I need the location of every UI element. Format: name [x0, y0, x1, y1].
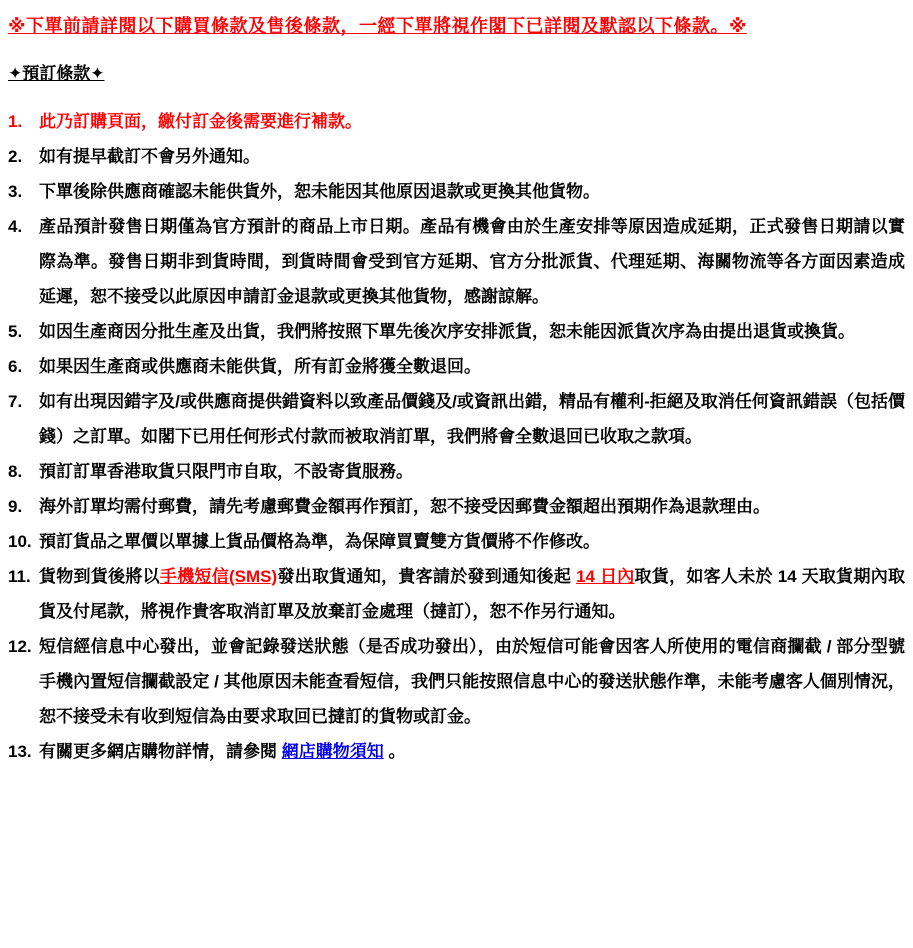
term-text: 如因生產商因分批生產及出貨，我們將按照下單先後次序安排派貨，恕未能因派貨次序為由提出退貨或換貨。 — [39, 322, 855, 341]
term-text: 有關更多網店購物詳情，請參閱 網店購物須知 。 — [39, 742, 406, 761]
term-text: 產品預計發售日期僅為官方預計的商品上市日期。產品有機會由於生產安排等原因造成延期，正式發售日期請以實際為準。發售日期非到貨時間，到貨時間會受到官方延期、官方分批派貨、代理延期、海關物流等各方面因素造成延遲，恕不接受以此原因申請訂金退款或更換其他貨物，感謝諒解。 — [39, 217, 905, 306]
term-text: 如有提早截訂不會另外通知。 — [39, 147, 260, 166]
term-number: 11. — [8, 567, 31, 586]
term-number: 6. — [8, 357, 23, 376]
term-item — [8, 629, 905, 734]
store-shopping-guide-link[interactable]: 網店購物須知 — [281, 742, 384, 761]
term-text: 貨物到貨後將以手機短信(SMS)發出取貨通知，貴客請於發到通知後起 14 日內取貨，如客人未於 14 天取貨期內取貨及付尾款，將視作貴客取消訂單及放棄訂金處理（撻訂），恕不作另行通知。 — [39, 567, 905, 621]
term-text: 短信經信息中心發出，並會記錄發送狀態（是否成功發出），由於短信可能會因客人所使用的電信商攔截 / 部分型號手機內置短信攔截設定 / 其他原因未能查看短信，我們只能按照信息中心的發送狀態作準，未能考慮客人個別情況，恕不接受未有收到短信為由要求取回已撻訂的貨物或訂金。 — [39, 637, 905, 726]
term-item — [8, 734, 905, 769]
term-item — [8, 104, 905, 139]
term-item — [8, 209, 905, 314]
term-item — [8, 559, 905, 629]
term-text: 如果因生產商或供應商未能供貨，所有訂金將獲全數退回。 — [39, 357, 481, 376]
term-number: 12. — [8, 637, 32, 656]
term-text: 下單後除供應商確認未能供貨外，恕未能因其他原因退款或更換其他貨物。 — [39, 182, 600, 201]
term-number: 5. — [8, 322, 23, 341]
term-number: 9. — [8, 497, 23, 516]
term-number: 10. — [8, 532, 32, 551]
highlighted-red-text: 14 日內 — [576, 567, 635, 586]
purchase-notice-heading: ※下單前請詳閱以下購買條款及售後條款，一經下單將視作閣下已詳閱及默認以下條款。※ — [8, 16, 747, 36]
term-item — [8, 489, 905, 524]
term-text: 預訂貨品之單價以單據上貨品價格為準，為保障買賣雙方貨價將不作修改。 — [39, 532, 600, 551]
term-number: 4. — [8, 217, 23, 236]
term-number: 8. — [8, 462, 23, 481]
term-text: 預訂訂單香港取貨只限門市自取，不設寄貨服務。 — [39, 462, 413, 481]
preorder-terms-section-heading: ✦預訂條款✦ — [8, 64, 105, 83]
term-number: 13. — [8, 742, 32, 761]
term-item — [8, 384, 905, 454]
term-number: 1. — [8, 112, 23, 131]
highlighted-red-text: 手機短信(SMS) — [159, 567, 278, 586]
term-item — [8, 349, 905, 384]
term-text: 如有出現因錯字及/或供應商提供錯資料以致產品價錢及/或資訊出錯，精品有權利-拒絕及取消任何資訊錯誤（包括價錢）之訂單。如閣下已用任何形式付款而被取消訂單，我們將會全數退回已收取之款項。 — [39, 392, 905, 446]
term-item — [8, 139, 905, 174]
term-number: 3. — [8, 182, 23, 201]
term-number: 7. — [8, 392, 23, 411]
terms-list — [8, 104, 905, 769]
term-number: 2. — [8, 147, 23, 166]
term-text: 此乃訂購頁面，繳付訂金後需要進行補款。 — [39, 112, 362, 131]
term-item — [8, 174, 905, 209]
term-item — [8, 314, 905, 349]
term-item — [8, 524, 905, 559]
term-item — [8, 454, 905, 489]
term-text: 海外訂單均需付郵費，請先考慮郵費金額再作預訂，恕不接受因郵費金額超出預期作為退款理由。 — [39, 497, 770, 516]
